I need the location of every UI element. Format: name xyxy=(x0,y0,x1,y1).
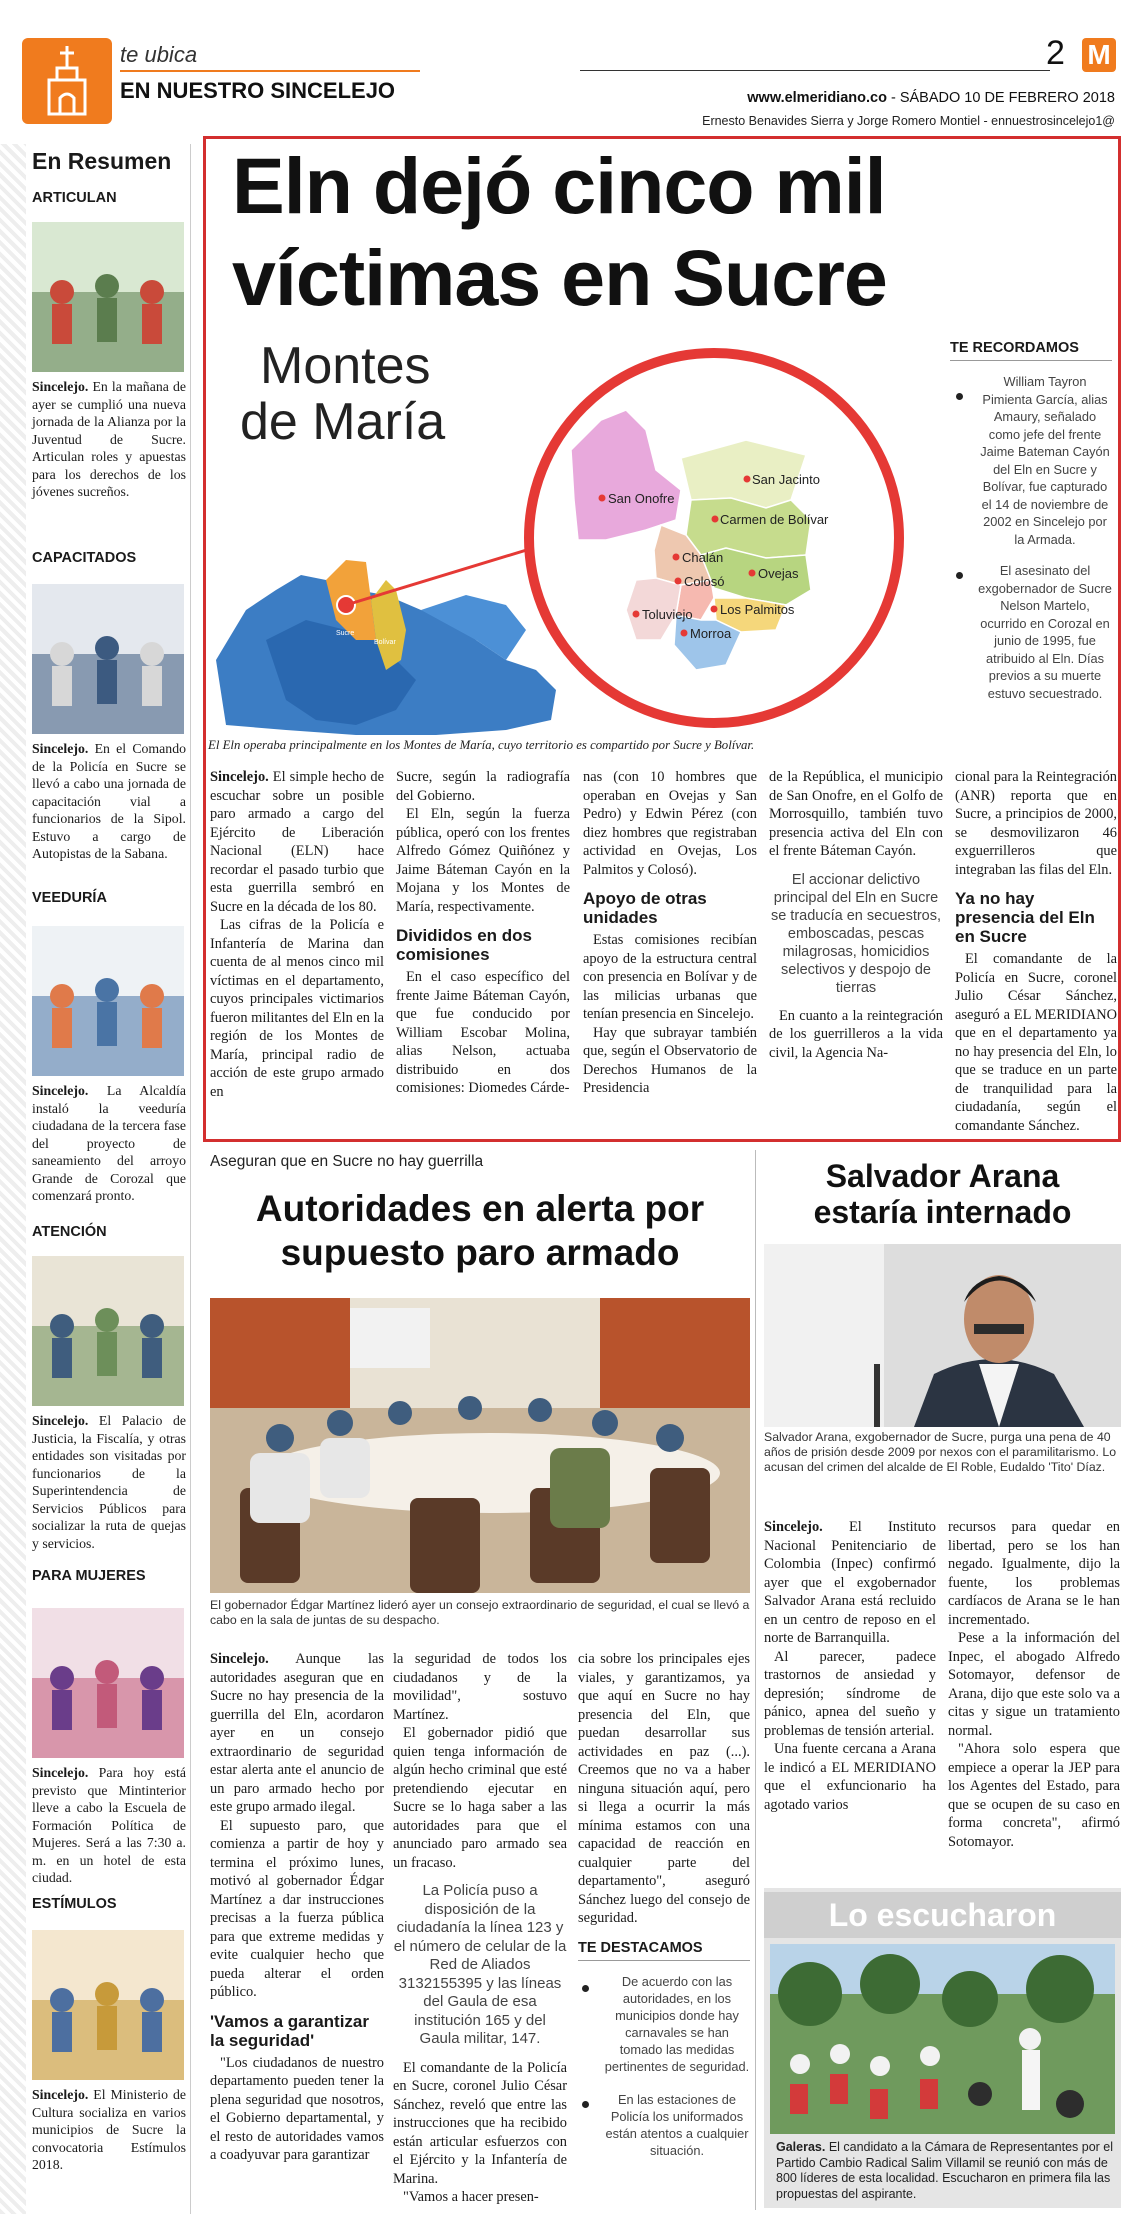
te-recordamos-item xyxy=(950,562,1112,702)
main-col3-p2: Estas comisiones recibían apoyo de la estructura central con presencia en Bolívar y de las milicias urbanas que tenían presencia en Sincelejo. xyxy=(583,932,757,1022)
main-col2-p1: Sucre, según la radiografía del Gobierno. xyxy=(396,769,570,804)
story-divider xyxy=(755,1150,756,2210)
dateline: Sincelejo. xyxy=(32,2087,89,2102)
main-col-2 xyxy=(396,768,570,1098)
header-date: - SÁBADO 10 DE FEBRERO 2018 xyxy=(886,90,1115,106)
third-col2-p3: "Ahora solo espera que empiece a operar la JEP para los Agentes del Estado, para que se ocupen de su caso en forma concreta", afirmó Sotomayor. xyxy=(948,1741,1120,1850)
third-col2-p2: Pese a la información del Inpec, el abogado Alfredo Sotomayor, defensor de Arana, dijo que este solo va a citas y sigue un tratamiento normal. xyxy=(948,1630,1120,1739)
second-col3-p1: cia sobre los principales ejes viales, y garantizamos, ya que aquí en Sucre no hay presencia del Eln, que puedan desarrollar sus actividades en paz (...). Creemos que no va a haber ninguna situación aquí, pero si llega a ocurrir la más mínima estamos con una capacidad de reacción en cualquier parte del departamento", aseguró Sánchez luego del consejo de seguridad. xyxy=(578,1651,750,1926)
te-destacamos-text: De acuerdo con las autoridades, en los municipios donde hay carnavales se han tomado las medidas pertinentes de seguridad. xyxy=(604,1974,750,2074)
second-col-2 xyxy=(393,1650,567,2207)
bullet-icon xyxy=(956,393,963,400)
sidebar-item-text xyxy=(32,2086,186,2174)
salvador-arana-photo xyxy=(764,1244,1121,1427)
header-tagline: te ubica xyxy=(120,42,198,67)
security-council-photo xyxy=(210,1298,750,1593)
third-col-1 xyxy=(764,1518,936,1814)
map-label-toluviejo: Toluviejo xyxy=(642,607,693,622)
te-recordamos-item xyxy=(950,373,1112,548)
sidebar-heading: ARTICULAN xyxy=(32,190,117,206)
bullet-icon xyxy=(956,572,963,579)
sidebar-photo xyxy=(32,584,184,734)
main-col5-subhead: Ya no hay presencia del Eln en Sucre xyxy=(955,889,1095,946)
third-col1-p3: Una fuente cercana a Arana le indicó a EL MERIDIANO que el exfuncionario ha agotado varios xyxy=(764,1741,936,1813)
map-label-san-onofre: San Onofre xyxy=(608,491,675,506)
te-recordamos-title: TE RECORDAMOS xyxy=(950,340,1112,361)
sidebar-heading: CAPACITADOS xyxy=(32,550,137,566)
sidebar-heading: ESTÍMULOS xyxy=(32,1896,117,1912)
dateline: Sincelejo. xyxy=(764,1519,823,1535)
portrait-illustration xyxy=(764,1244,1121,1427)
map-label-carmen-de-bolivar: Carmen de Bolívar xyxy=(720,512,829,527)
map-label-los-palmitos: Los Palmitos xyxy=(720,602,795,617)
second-col2-p3: El comandante de la Policía en Sucre, coronel Julio César Sánchez, reveló que entre las instrucciones que ha recibido están articular esfuerzos con el Ejército y la Infantería de Marina. xyxy=(393,2059,567,2187)
te-destacamos-title: TE DESTACAMOS xyxy=(578,1940,750,1961)
main-col4-p1: de la República, el municipio de San Onofre, en el Golfo de Morrosquillo, también tuvo presencia activa del Eln con el frente Báteman Cayón. xyxy=(769,769,943,859)
sidebar-title: En Resumen xyxy=(32,148,172,174)
main-col-4 xyxy=(769,768,943,1062)
lo-escucharon-title: Lo escucharon xyxy=(764,1892,1121,1938)
map-title-2: de María xyxy=(240,393,446,451)
te-destacamos-box xyxy=(578,1940,750,2159)
second-photo-caption: El gobernador Édgar Martínez lideró ayer un consejo extraordinario de seguridad, el cual se llevó a cabo en la sala de juntas de su despacho. xyxy=(210,1598,750,1627)
sidebar-pattern xyxy=(0,144,26,2214)
map-label-ovejas: Ovejas xyxy=(758,566,799,581)
sidebar-photo xyxy=(32,1256,184,1406)
map-title-1: Montes xyxy=(260,337,431,395)
main-col3-p3: Hay que subrayar también que, según el Observatorio de Derechos Humanos de la Presidencia xyxy=(583,1024,757,1096)
third-headline-1: Salvador Arana xyxy=(825,1158,1060,1194)
header-section: EN NUESTRO SINCELEJO xyxy=(120,78,396,103)
sidebar-item-text xyxy=(32,378,186,501)
lo-escucharon-caption xyxy=(776,2140,1116,2202)
sidebar-border xyxy=(190,144,191,2214)
main-col-3 xyxy=(583,768,757,1098)
sidebar-item-body: Para hoy está previsto que Mintinterior lleve a cabo la Escuela de Formación Política de Mujeres. Será a las 7:30 a. m. en un hotel de esta ciudad. xyxy=(32,1765,186,1885)
page-number: 2 xyxy=(1046,34,1065,72)
sidebar-item-text xyxy=(32,740,186,863)
main-headline-line1: Eln dejó cinco mil xyxy=(232,141,886,230)
third-headline-2: estaría internado xyxy=(813,1194,1072,1230)
third-col1-p2: Al parecer, padece trastornos de ansiedad y depresión; síndrome de pánico, apnea del sueño y problemas de tensión arterial. xyxy=(764,1648,936,1739)
sidebar-heading: VEEDURÍA xyxy=(32,890,107,906)
third-col-2 xyxy=(948,1518,1120,1851)
third-col1-p1: El Instituto Nacional Penitenciario de Colombia (Inpec) confirmó ayer que el exgobernador Salvador Arana está recluido en un centro de reposo en el norte de Barranquilla. xyxy=(764,1519,936,1646)
sidebar-item-text xyxy=(32,1764,186,1887)
sidebar-item-body: El Palacio de Justicia, la Fiscalía, y otras entidades son visitadas por funcionarios de la Superintendencia de Servicios Públicos para socializar la ruta de quejas y servicios. xyxy=(32,1413,186,1551)
second-col1-p2: El supuesto paro, que comienza a partir de hoy y termina el próximo lunes, motivó al gobernador Édgar Martínez a dar instrucciones precisas a la fuerza pública para que extreme medidas y evite cualquier hecho que pueda alterar el orden público. xyxy=(210,1817,384,2000)
dateline: Sincelejo. xyxy=(32,741,89,756)
sidebar-photo xyxy=(32,222,184,372)
bullet-icon xyxy=(582,2101,589,2108)
sidebar-en-resumen xyxy=(26,144,190,2214)
main-col2-subhead: Divididos en dos comisiones xyxy=(396,926,533,964)
mini-map-label-sucre: Sucre xyxy=(336,630,355,637)
map-label-san-jacinto: San Jacinto xyxy=(752,472,820,487)
te-destacamos-item xyxy=(578,1973,750,2075)
second-pull-quote: La Policía puso a disposición de la ciudadanía la línea 123 y el número de celular de la Red de Aliados 3132155395 y las líneas del Gaula de esa institución 165 y del Gaula militar, 147. xyxy=(393,1882,567,2047)
meridiano-logo: M xyxy=(1082,38,1116,72)
second-headline-1: Autoridades en alerta por xyxy=(255,1188,705,1229)
sidebar-photo xyxy=(32,1608,184,1758)
dateline: Sincelejo. xyxy=(32,1083,89,1098)
main-pull-quote: El accionar delictivo principal del Eln en Sucre se traducía en secuestros, emboscadas, pescas milagrosas, homicidios selectivos y despojo de tierras xyxy=(770,871,942,996)
third-photo-caption: Salvador Arana, exgobernador de Sucre, purga una pena de 40 años de prisión desde 2009 por nexos con el paramilitarismo. Lo acusan del crimen del alcalde de El Roble, Eudaldo 'Tito' Díaz. xyxy=(764,1430,1117,1474)
main-col5-p2: El comandante de la Policía en Sucre, coronel Julio César Sánchez, aseguró a EL MERIDIANO que en el departamento ya no hay presencia del Eln, lo que se traduce en un parte de tranquilidad para la ciudadanía, según el comandante Sánchez. xyxy=(955,951,1117,1134)
main-col2-p2: El Eln, según la fuerza pública, operó con los frentes Alfredo Gómez Quiñónez y Jaime Báteman Cayón en la Mojana y los Montes de María, respectivamente. xyxy=(396,806,570,915)
third-col2-p1: recursos para quedar en libertad, pero se los han negado. Igualmente, dijo la fuente, los problemas cardíacos de Arana se le han incrementado. xyxy=(948,1519,1120,1628)
dateline: Sincelejo. xyxy=(32,379,89,394)
sidebar-item-body: La Alcaldía instaló la veeduría ciudadana de la tercera fase del proyecto de saneamiento del arroyo Grande de Corozal que comenzará pronto. xyxy=(32,1083,186,1203)
sidebar-item-body: En el Comando de la Policía en Sucre se llevó a cabo una jornada de capacitación vial a funcionarios de la Sipol. Estuvo a cargo de Autopistas de la Sabana. xyxy=(32,741,186,861)
mini-map-label-bolivar: Bolívar xyxy=(374,639,396,646)
header-rule xyxy=(120,70,420,72)
main-col2-p3: En el caso específico del frente Jaime Báteman Cayón, que fue conducido por William Escobar Molina, alias Nelson, actuaba distribuido en dos comisiones: Diomedes Cárde- xyxy=(396,969,570,1096)
main-col5-p1: cional para la Reintegración (ANR) reporta que en Sucre, a principios de 2000, se desmovilizaron 46 exguerrilleros que integraban las filas del Eln. xyxy=(955,769,1117,878)
crowd-illustration xyxy=(770,1944,1115,2134)
sidebar-heading: PARA MUJERES xyxy=(32,1568,146,1584)
dateline: Sincelejo. xyxy=(210,769,269,785)
second-col1-p3: "Los ciudadanos de nuestro departamento pueden tener la plena seguridad que nosotros, el Gobierno departamental, y el resto de autoridades vamos a coadyuvar para garantizar xyxy=(210,2054,384,2163)
sidebar-item-body: El Ministerio de Cultura socializa en varios municipios de Sucre la convocatoria Estímulos 2018. xyxy=(32,2087,186,2172)
te-recordamos-text: William Tayron Pimienta García, alias Amaury, señalado como jefe del frente Jaime Bateman Cayón del Eln en Sucre y Bolívar, fue capturado el 14 de noviembre de 2002 en Sincelejo por la Armada. xyxy=(980,374,1110,547)
map-label-morroa: Morroa xyxy=(690,626,732,641)
second-col2-p4: "Vamos a hacer presen- xyxy=(403,2189,539,2205)
second-col-1 xyxy=(210,1650,384,2165)
second-col1-subhead: 'Vamos a garantizar la seguridad' xyxy=(210,2011,370,2050)
main-col1-p2: Las cifras de la Policía e Infantería de Marina dan cuenta de al menos cinco mil víctimas en el departamento, cuyos principales victimarios fueron militantes del Eln en la región de los Montes de María, principal radio de acción de este grupo armado en xyxy=(210,917,384,1100)
second-col2-p1: la seguridad de todos los ciudadanos y de la movilidad", sostuvo Martínez. xyxy=(393,1651,567,1723)
te-recordamos-text: El asesinato del exgobernador de Sucre Nelson Martelo, ocurrido en Corozal en junio de 1995, fue atribuido al Eln. Días previos a su muerte estuvo secuestrado. xyxy=(978,563,1112,701)
sidebar-heading: ATENCIÓN xyxy=(32,1224,107,1240)
second-col1-p1: Aunque las autoridades aseguran que en Sucre no hay presencia de la guerrilla del Eln, acordaron ayer en un consejo extraordinario de seguridad estar alerta ante el anuncio de un paro armado hecho por este grupo armado ilegal. xyxy=(210,1651,384,1815)
main-col1-p1: El simple hecho de escuchar sobre un posible paro armado a cargo del Ejército de Liberación Nacional (ELN) hace recordar el pasado turbio que esta guerrilla sembró en Sucre en la década de los 80. xyxy=(210,769,384,915)
dateline: Sincelejo. xyxy=(32,1413,89,1428)
second-kicker: Aseguran que en Sucre no hay guerrilla xyxy=(210,1153,484,1170)
site-url[interactable]: www.elmeridiano.co xyxy=(747,90,887,106)
caption-lead: Galeras. xyxy=(776,2140,826,2154)
sidebar-item-text xyxy=(32,1082,186,1205)
meeting-photo-illustration xyxy=(210,1298,750,1593)
sidebar-item-text xyxy=(32,1412,186,1552)
map-label-chalan: Chalán xyxy=(682,550,724,565)
section-logo xyxy=(22,38,112,124)
main-col-5 xyxy=(955,768,1117,1135)
sidebar-photo xyxy=(32,1930,184,2080)
sidebar-photo xyxy=(32,926,184,1076)
galeras-rally-photo xyxy=(770,1944,1115,2134)
caption-text: El candidato a la Cámara de Representantes por el Partido Cambio Radical Salim Villamil se reunió con más de 800 líderes de esta localidad. Escucharon en primera fila las propuestas del aspirante. xyxy=(776,2140,1114,2201)
header-top-rule xyxy=(580,70,1050,71)
main-col3-p1: nas (con 10 hombres que operaban en Ovejas y San Pedro) y Edwin Pérez (con diez hombres que registraban actividad en Ovejas, Los Palmitos y Colosó). xyxy=(583,769,757,878)
header-authors: Ernesto Benavides Sierra y Jorge Romero Montiel - ennuestrosincelejo1@ xyxy=(702,114,1115,128)
dateline: Sincelejo. xyxy=(32,1765,89,1780)
montes-de-maria-map xyxy=(206,340,926,740)
main-col3-subhead: Apoyo de otras unidades xyxy=(583,889,707,927)
second-headline-2: supuesto paro armado xyxy=(280,1232,680,1273)
main-col4-p2: En cuanto a la reintegración de los guerrilleros a la vida civil, la Agencia Na- xyxy=(769,1007,943,1061)
map-label-coloso: Colosó xyxy=(684,574,725,589)
church-icon xyxy=(22,38,112,124)
second-col-3 xyxy=(578,1650,750,1928)
te-destacamos-text: En las estaciones de Policía los uniformados están atentos a cualquier situación. xyxy=(605,2092,749,2158)
bullet-icon xyxy=(582,1985,589,1992)
main-col-1 xyxy=(210,768,384,1101)
second-col2-p2: El gobernador pidió que quien tenga información de algún hecho criminal que esté pretendiendo ejecutar en Sucre se lo haga saber a las autoridades para que el anunciado paro armado sea un fracaso. xyxy=(393,1725,567,1871)
header-dateline xyxy=(747,90,1115,106)
map-caption: El Eln operaba principalmente en los Montes de María, cuyo territorio es compartido por Sucre y Bolívar. xyxy=(208,738,755,752)
main-headline-line2: víctimas en Sucre xyxy=(232,233,887,322)
dateline: Sincelejo. xyxy=(210,1651,269,1667)
sidebar-item-body: En la mañana de ayer se cumplió una nueva jornada de la Alianza por la Juventud de Sucre. Articulan roles y apuestas para los derechos de los jóvenes sucreños. xyxy=(32,379,186,499)
te-destacamos-item xyxy=(578,2091,750,2159)
te-recordamos-box xyxy=(950,340,1112,702)
mini-map xyxy=(216,538,566,735)
